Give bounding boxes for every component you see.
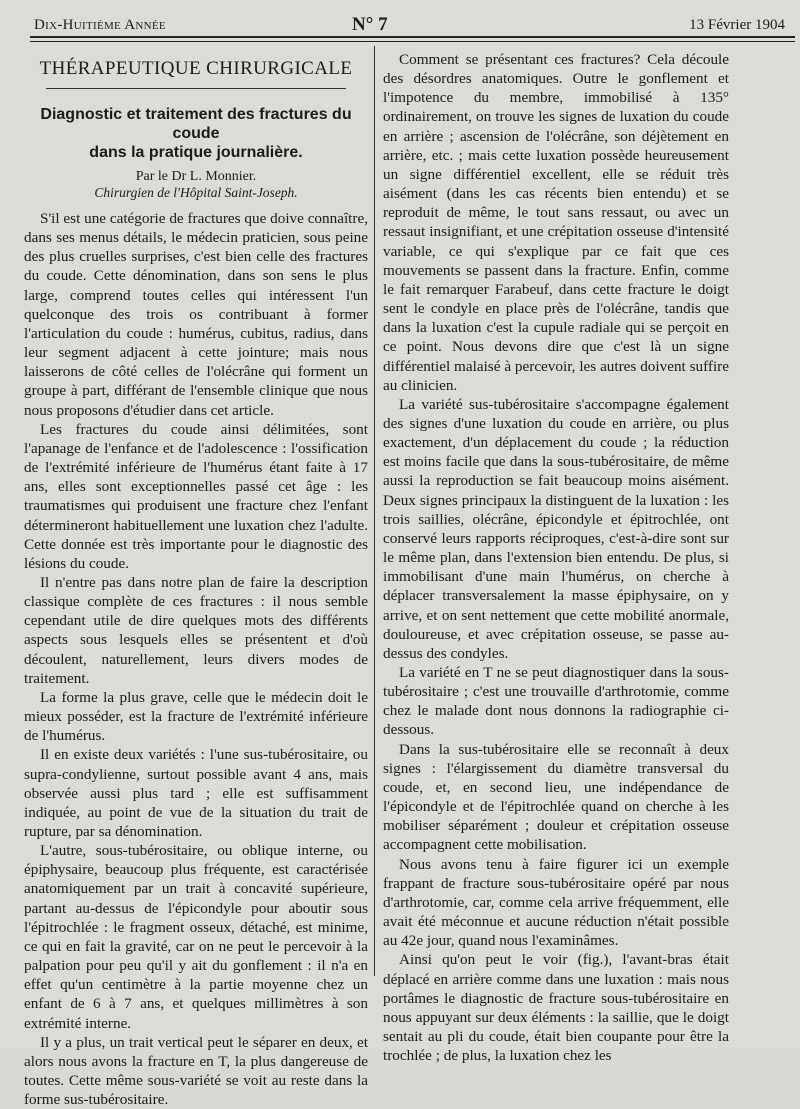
page-header [30,14,795,36]
article-title-line2: dans la pratique journalière. [89,144,303,161]
left-paragraph-4: La forme la plus grave, celle que le médecin doit le mieux posséder, est la fracture de l'extrémité inférieure de l'humérus. [24,688,368,745]
right-paragraph-3: La variété en T ne se peut diagnostiquer dans la sous-tubérositaire ; c'est une trouvaille d'arthrotomie, comme chez le malade dont nous donnons la radiographie ci-dessous. [383,664,729,739]
article-title [24,105,368,162]
right-column [383,50,729,1065]
right-paragraph-6: Ainsi qu'on peut le voir (fig.), l'avant-bras était déplacé en arrière comme dans une luxation : mais nous portâmes le diagnostic de fracture sous-tubérositaire en nous appuyant sur deux éléments : la saillie, que le doigt sentait au pli du coude, était bien coupante pour être la trochlée ; de plus, la luxation chez les [383,951,729,1065]
article-title-line1: Diagnostic et traitement des fractures du coude [40,106,352,142]
right-paragraph-1: Comment se présentant ces fractures? Cela découle des désordres anatomiques. Outre le gonflement et l'impotence du membre, immobilisé à 135° ordinairement, on trouve les signes de luxation du coude en arrière ; ascension de l'olécrâne, son déjètement en arrière, etc. ; mais cette luxation possède heureusement un signe différentiel excellent, elle se réduit très aisément (dans les cas récents bien entendu) et se reproduit de même, le tout sans ressaut, ou avec un ressaut insignifiant, et une crépitation osseuse d'intensité variable, ce qui s'explique par ce fait que ces mouvements se passent dans la fracture. Enfin, comme le fait remarquer Farabeuf, dans cette fracture le doigt sent le condyle en place près de l'olécrâne, tandis que dans la luxation c'est la cupule radiale qui se perçoit en ce point. Nous devons dire que c'est là un signe différentiel malaisé à percevoir, les autres doivent suffire au clinicien. [383,51,729,394]
left-paragraph-3: Il n'entre pas dans notre plan de faire la description classique complète de ces fractures : il nous semble cependant utile de dire quelques mots des différents aspects sous lesquels elles se présentent et d'où découlent, naturellement, leurs divers modes de traitement. [24,573,368,687]
column-divider [374,46,375,976]
right-paragraph-2: La variété sus-tubérositaire s'accompagne également des signes d'une luxation du coude en arrière, ou plus exactement, d'un déplacement du coude ; la réduction est moins facile que dans la sous-tubérositaire, de même aussi la reproduction se fait beaucoup moins aisément. Deux signes principaux la distinguent de la luxation : les trois saillies, olécrâne, épicondyle et épitrochlée, ont conservé leurs rapports réciproques, c'est-à-dire sont sur le même plan, dans l'extension bien entendu. De plus, si immobilisant d'une main l'humérus, on cherche à déplacer transversalement la masse épiphysaire, on y arrive, et on sent nettement que cette mobilité anormale, douloureuse, et avec crépitation osseuse, se passe au-dessus des condyles. [383,395,729,662]
header-rule-thick [30,36,795,38]
left-paragraph-6: L'autre, sous-tubérositaire, ou oblique interne, ou épiphysaire, beaucoup plus fréquente, est caractérisée anatomiquement par un trait à concavité supérieure, partant au-dessus de l'épicondyle pour aboutir sous l'épitrochlée : le fragment osseux, détaché, est minime, ce qui en fait la gravité, car on ne peut le percevoir à la palpation pour peu qu'il y ait du gonflement : il n'a en effet qu'un centimètre à la partie moyenne chez un enfant de 6 à 7 ans, et quelques millimètres à son extrémité interne. [24,842,368,1032]
section-title: THÉRAPEUTIQUE CHIRURGICALE [39,58,353,79]
issue-number: N° 7 [352,14,388,35]
left-paragraph-7: Il y a plus, un trait vertical peut le séparer en deux, et alors nous avons la fracture en T, la plus dangereuse de toutes. Cette même sous-variété se voit au reste dans la forme sus-tubérositaire. [24,1033,368,1109]
right-paragraph-4: Dans la sus-tubérositaire elle se reconnaît à deux signes : l'élargissement du diamètre transversal du coude, et, en second lieu, une indépendance de l'épicondyle et de l'épitrochlée quand on cherche à les mobiliser séparément ; douleur et crépitation osseuse accompagnent cette mobilisation. [383,740,729,854]
left-paragraph-1: S'il est une catégorie de fractures que doive connaître, dans ses menus détails, le médecin praticien, sous peine des plus cruelles surprises, c'est bien celle des fractures du coude. Cette dénomination, dans son sens le plus large, comprend toutes celles qui intéressent l'un quelconque des trois os contribuant à former l'articulation du coude : humérus, cubitus, radius, dans leur segment adjacent à cette jointure; mais nous laisserons de côté celles de l'olécrâne qui forment un groupe à part, différant de l'ensemble clinique que nous nous proposons d'étudier dans cet article. [24,210,368,419]
section-title-rule [46,88,346,89]
article-byline: Par le Dr L. Monnier. [135,169,257,184]
left-column [24,50,368,1109]
left-paragraph-2: Les fractures du coude ainsi délimitées, sont l'apanage de l'enfance et de l'adolescence : l'ossification de l'extrémité inférieure de l'humérus étant faite à 17 ans, elles sont exceptionnelles passé cet âge : les traumatismes qui produisent une fracture chez l'enfant détermineront habituellement une luxation chez l'adulte. Cette donnée est très importante pour le diagnostic des lésions du coude. [24,420,368,572]
header-rule-thin [30,41,795,42]
journal-year: Dix-Huitième Année [34,17,166,33]
left-paragraph-5: Il en existe deux variétés : l'une sus-tubérositaire, ou supra-condylienne, surtout possible avant 4 ans, mais observée aussi plus tard ; elle est suffisamment indiquée, au point de vue de la situation du trait de rupture, par sa dénomination. [24,746,368,840]
issue-date: 13 Février 1904 [689,17,785,33]
right-paragraph-5: Nous avons tenu à faire figurer ici un exemple frappant de fracture sous-tubérositaire opéré par nous d'arthrotomie, car, comme cela arrive fréquemment, elle avait été méconnue et aucune réduction n'était possible au 42e jour, quand nous l'examinâmes. [383,855,729,950]
article-affiliation: Chirurgien de l'Hôpital Saint-Joseph. [94,185,298,200]
